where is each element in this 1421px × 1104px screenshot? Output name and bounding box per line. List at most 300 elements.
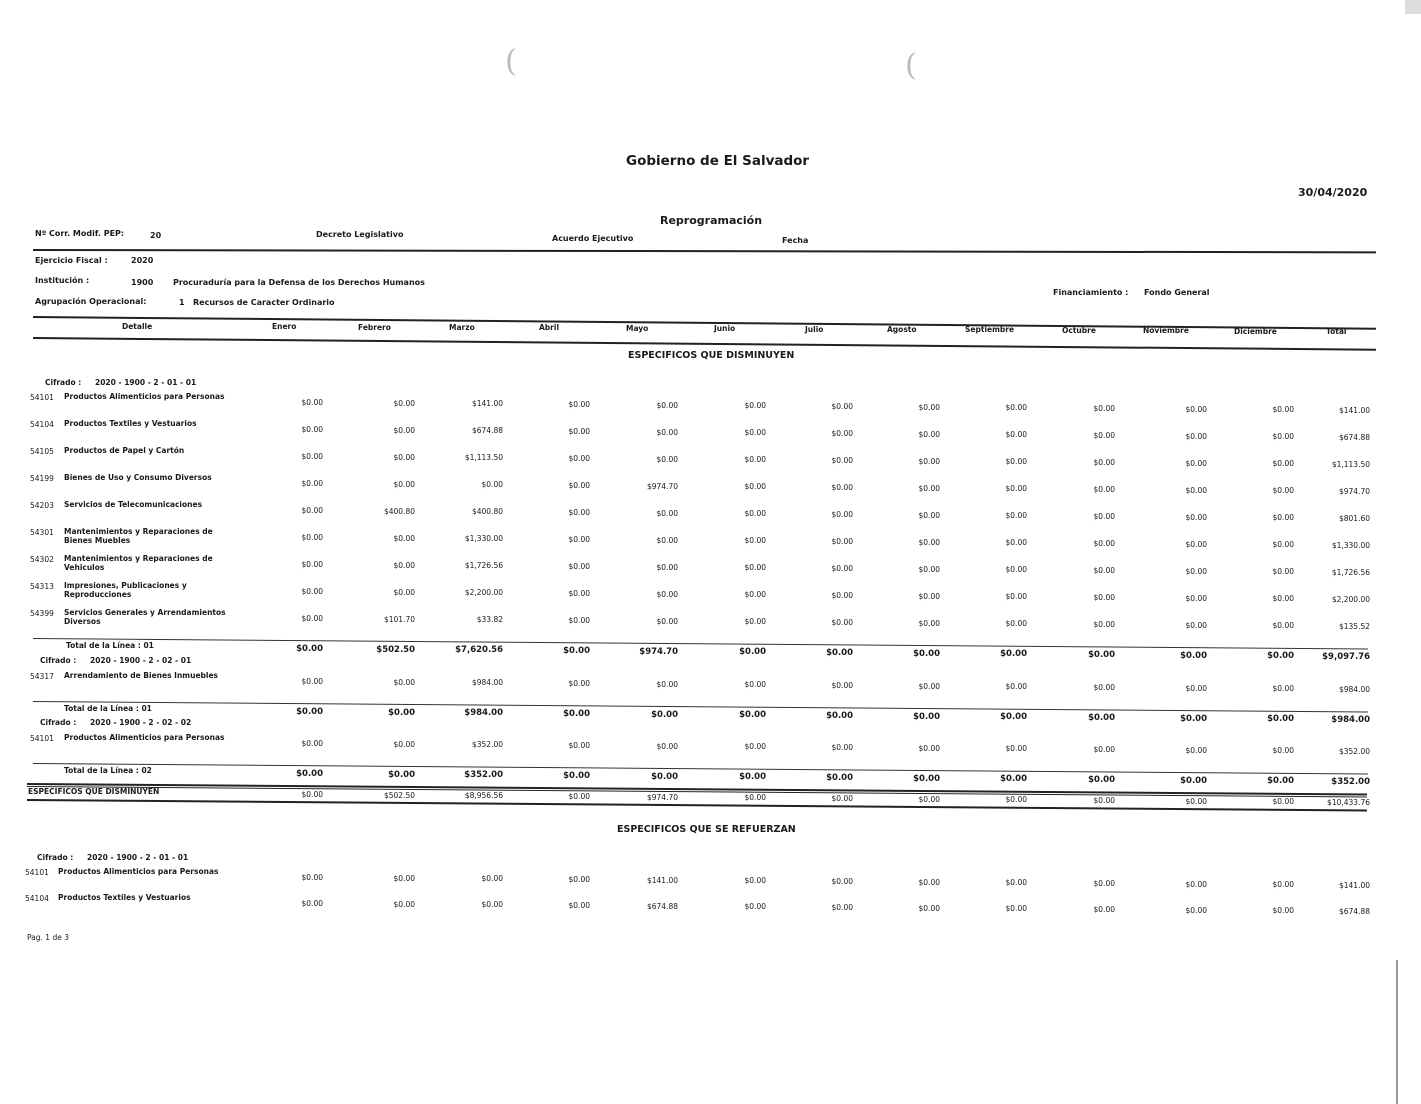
especifico-description: Servicios Generales y Arrendamientos Diversos <box>64 608 226 626</box>
value-cell: $1,726.56 <box>1331 567 1370 577</box>
total-line-label: Total de la Línea : 02 <box>64 766 152 775</box>
value-cell: $0.00 <box>1093 619 1115 629</box>
especifico-code: 54301 <box>30 528 54 537</box>
value-cell: $0.00 <box>656 400 678 410</box>
financiamiento-value: Fondo General <box>1144 288 1210 297</box>
section-title-refuerzan: ESPECIFICOS QUE SE REFUERZAN <box>617 824 796 835</box>
value-cell: $0.00 <box>656 616 678 626</box>
column-header: Diciembre <box>1234 326 1277 336</box>
agrupacion-name: Recursos de Caracter Ordinario <box>193 298 335 307</box>
value-cell: $0.00 <box>301 586 323 596</box>
value-cell: $0.00 <box>656 427 678 437</box>
value-cell: $0.00 <box>1185 566 1207 576</box>
value-cell: $0.00 <box>918 510 940 520</box>
value-cell: $0.00 <box>393 677 415 687</box>
value-cell: $0.00 <box>568 507 590 517</box>
column-header: Abril <box>539 323 560 333</box>
value-cell: $0.00 <box>568 426 590 436</box>
total-cell: $0.00 <box>388 707 415 718</box>
especifico-code: 54101 <box>25 868 49 877</box>
especifico-description: Productos Alimenticios para Personas <box>58 867 219 876</box>
value-cell: $0.00 <box>744 617 766 627</box>
value-cell: $0.00 <box>393 899 415 909</box>
value-cell: $974.70 <box>1338 486 1370 496</box>
column-header: Febrero <box>358 322 391 332</box>
especifico-code: 54203 <box>30 501 54 510</box>
value-cell: $135.52 <box>1338 621 1370 631</box>
value-cell: $0.00 <box>744 428 766 438</box>
value-cell: $0.00 <box>301 789 323 799</box>
value-cell: $0.00 <box>1185 593 1207 603</box>
value-cell: $0.00 <box>744 563 766 573</box>
value-cell: $0.00 <box>568 480 590 490</box>
total-cell: $0.00 <box>651 709 678 720</box>
value-cell: $0.00 <box>831 401 853 411</box>
value-cell: $0.00 <box>744 793 766 803</box>
value-cell: $0.00 <box>1185 458 1207 468</box>
value-cell: $0.00 <box>1005 592 1027 602</box>
value-cell: $0.00 <box>481 900 503 910</box>
cifrado-label: Cifrado : <box>40 656 77 665</box>
especifico-description: Mantenimientos y Reparaciones de Bienes Muebles <box>64 527 213 545</box>
especifico-description: Productos Textiles y Vestuarios <box>58 893 191 902</box>
value-cell: $2,200.00 <box>464 588 503 598</box>
especifico-description: Mantenimientos y Reparaciones de Vehiculos <box>64 554 213 572</box>
value-cell: $674.88 <box>1338 906 1370 916</box>
value-cell: $141.00 <box>1338 880 1370 890</box>
value-cell: $0.00 <box>744 590 766 600</box>
value-cell: $0.00 <box>1185 683 1207 693</box>
especifico-code: 54199 <box>30 474 54 483</box>
value-cell: $0.00 <box>918 903 940 913</box>
value-cell: $1,330.00 <box>464 534 503 544</box>
especifico-description: Impresiones, Publicaciones y Reproducciones <box>64 581 187 599</box>
especifico-code: 54317 <box>30 672 54 681</box>
value-cell: $0.00 <box>1005 403 1027 413</box>
value-cell: $974.70 <box>646 481 678 491</box>
value-cell: $0.00 <box>656 454 678 464</box>
total-cell: $0.00 <box>913 711 940 722</box>
column-header: Julio <box>805 324 824 334</box>
punch-hole-mark-left: ( <box>505 44 517 79</box>
value-cell: $0.00 <box>1093 403 1115 413</box>
value-cell: $0.00 <box>393 479 415 489</box>
cifrado-label: Cifrado : <box>40 718 77 727</box>
value-cell: $0.00 <box>1185 404 1207 414</box>
column-header: Enero <box>272 322 297 332</box>
column-header: Octubre <box>1062 325 1096 335</box>
cifrado-label: Cifrado : <box>37 853 74 862</box>
value-cell: $2,200.00 <box>1331 594 1370 604</box>
total-cell: $0.00 <box>296 706 323 717</box>
value-cell: $0.00 <box>568 615 590 625</box>
value-cell: $0.00 <box>918 537 940 547</box>
especifico-code: 54399 <box>30 609 54 618</box>
value-cell: $0.00 <box>568 678 590 688</box>
value-cell: $0.00 <box>831 793 853 803</box>
value-cell: $0.00 <box>1005 457 1027 467</box>
value-cell: $0.00 <box>1185 512 1207 522</box>
value-cell: $0.00 <box>1272 746 1294 756</box>
value-cell: $0.00 <box>831 428 853 438</box>
value-cell: $0.00 <box>568 740 590 750</box>
value-cell: $0.00 <box>301 613 323 623</box>
value-cell: $0.00 <box>1005 538 1027 548</box>
ejercicio-value: 2020 <box>131 256 154 265</box>
scan-edge-line <box>1396 960 1398 1104</box>
agrupacion-code: 1 <box>179 298 185 307</box>
value-cell: $0.00 <box>301 424 323 434</box>
value-cell: $0.00 <box>1093 511 1115 521</box>
total-line-label: Total de la Línea : 01 <box>64 704 152 713</box>
value-cell: $0.00 <box>568 453 590 463</box>
value-cell: $352.00 <box>471 740 503 750</box>
total-cell: $984.00 <box>1331 714 1370 725</box>
institucion-code: 1900 <box>131 278 154 287</box>
corr-value: 20 <box>150 231 162 240</box>
value-cell: $0.00 <box>568 561 590 571</box>
value-cell: $0.00 <box>831 902 853 912</box>
value-cell: $0.00 <box>1005 744 1027 754</box>
value-cell: $0.00 <box>301 505 323 515</box>
column-header: Detalle <box>122 321 153 331</box>
total-cell: $984.00 <box>464 708 503 719</box>
value-cell: $0.00 <box>301 676 323 686</box>
value-cell: $0.00 <box>568 588 590 598</box>
total-cell: $0.00 <box>296 643 323 654</box>
total-cell: $0.00 <box>563 770 590 781</box>
value-cell: $0.00 <box>831 536 853 546</box>
total-cell: $0.00 <box>913 773 940 784</box>
column-header: Total <box>1326 326 1347 336</box>
total-cell: $0.00 <box>826 772 853 783</box>
value-cell: $0.00 <box>393 873 415 883</box>
value-cell: $0.00 <box>1093 457 1115 467</box>
value-cell: $0.00 <box>393 533 415 543</box>
total-cell: $0.00 <box>739 710 766 721</box>
total-line-label: Total de la Línea : 01 <box>66 641 154 650</box>
value-cell: $0.00 <box>1272 880 1294 890</box>
value-cell: $0.00 <box>918 618 940 628</box>
value-cell: $0.00 <box>831 509 853 519</box>
value-cell: $0.00 <box>1093 538 1115 548</box>
page-number: Pag. 1 de 3 <box>27 933 69 942</box>
value-cell: $674.88 <box>1338 432 1370 442</box>
ejercicio-label: Ejercicio Fiscal : <box>35 256 108 265</box>
columns-bottom-rule <box>33 337 1376 351</box>
value-cell: $984.00 <box>471 678 503 688</box>
value-cell: $0.00 <box>1185 485 1207 495</box>
value-cell: $801.60 <box>1338 513 1370 523</box>
value-cell: $0.00 <box>831 455 853 465</box>
value-cell: $0.00 <box>1005 511 1027 521</box>
value-cell: $0.00 <box>918 877 940 887</box>
value-cell: $0.00 <box>301 872 323 882</box>
cifrado-value: 2020 - 1900 - 2 - 01 - 01 <box>87 853 189 862</box>
value-cell: $1,726.56 <box>464 561 503 571</box>
value-cell: $141.00 <box>646 875 678 885</box>
header-rule <box>33 249 1376 253</box>
cifrado-value: 2020 - 1900 - 2 - 02 - 01 <box>90 656 192 665</box>
punch-hole-mark-right: ( <box>905 48 917 83</box>
cifrado-value: 2020 - 1900 - 2 - 01 - 01 <box>95 378 197 387</box>
value-cell: $0.00 <box>1185 796 1207 806</box>
value-cell: $0.00 <box>656 535 678 545</box>
value-cell: $0.00 <box>301 451 323 461</box>
value-cell: $0.00 <box>1005 619 1027 629</box>
value-cell: $0.00 <box>918 794 940 804</box>
especifico-code: 54104 <box>25 894 49 903</box>
total-cell: $0.00 <box>1088 774 1115 785</box>
especifico-description: Bienes de Uso y Consumo Diversos <box>64 473 212 482</box>
value-cell: $10,433.76 <box>1327 797 1370 807</box>
especifico-description: Arrendamiento de Bienes Inmuebles <box>64 671 219 680</box>
value-cell: $0.00 <box>1272 459 1294 469</box>
value-cell: $0.00 <box>656 679 678 689</box>
value-cell: $0.00 <box>1005 484 1027 494</box>
total-cell: $0.00 <box>739 772 766 783</box>
value-cell: $0.00 <box>744 742 766 752</box>
value-cell: $1,113.50 <box>1331 459 1370 469</box>
total-cell: $0.00 <box>1088 712 1115 723</box>
value-cell: $0.00 <box>1185 905 1207 915</box>
value-cell: $0.00 <box>568 791 590 801</box>
financiamiento-label: Financiamiento : <box>1053 288 1129 297</box>
total-top-rule <box>33 763 1368 774</box>
total-cell: $0.00 <box>739 647 766 658</box>
value-cell: $0.00 <box>1185 539 1207 549</box>
value-cell: $101.70 <box>383 614 415 624</box>
section-title-disminuyen: ESPECIFICOS QUE DISMINUYEN <box>628 350 795 361</box>
value-cell: $0.00 <box>1272 797 1294 807</box>
value-cell: $0.00 <box>656 562 678 572</box>
value-cell: $502.50 <box>383 790 415 800</box>
value-cell: $0.00 <box>393 452 415 462</box>
value-cell: $0.00 <box>1272 567 1294 577</box>
value-cell: $1,113.50 <box>464 453 503 463</box>
value-cell: $0.00 <box>393 739 415 749</box>
value-cell: $0.00 <box>1005 904 1027 914</box>
reprogramacion-heading: Reprogramación <box>660 214 763 227</box>
total-cell: $0.00 <box>826 647 853 658</box>
value-cell: $0.00 <box>393 425 415 435</box>
value-cell: $0.00 <box>744 680 766 690</box>
especifico-description: Productos Alimenticios para Personas <box>64 392 225 401</box>
report-date: 30/04/2020 <box>1298 186 1368 199</box>
value-cell: $0.00 <box>1272 540 1294 550</box>
value-cell: $0.00 <box>1185 879 1207 889</box>
especifico-code: 54101 <box>30 734 54 743</box>
value-cell: $0.00 <box>831 590 853 600</box>
especifico-code: 54104 <box>30 420 54 429</box>
especifico-description: Productos de Papel y Cartón <box>64 446 185 455</box>
especifico-code: 54313 <box>30 582 54 591</box>
value-cell: $0.00 <box>744 536 766 546</box>
corr-label: Nº Corr. Modif. PEP: <box>35 229 125 238</box>
especifico-description: Productos Textiles y Vestuarios <box>64 419 197 428</box>
total-cell: $9,097.76 <box>1322 651 1370 662</box>
value-cell: $33.82 <box>476 615 503 625</box>
value-cell: $0.00 <box>301 478 323 488</box>
value-cell: $0.00 <box>1272 906 1294 916</box>
value-cell: $674.88 <box>646 901 678 911</box>
value-cell: $0.00 <box>481 480 503 490</box>
value-cell: $0.00 <box>918 456 940 466</box>
value-cell: $0.00 <box>831 563 853 573</box>
cifrado-label: Cifrado : <box>45 378 82 387</box>
value-cell: $674.88 <box>471 426 503 436</box>
total-cell: $0.00 <box>1267 776 1294 787</box>
value-cell: $0.00 <box>744 902 766 912</box>
total-cell: $0.00 <box>826 710 853 721</box>
value-cell: $8,956.56 <box>464 791 503 801</box>
value-cell: $0.00 <box>1005 878 1027 888</box>
value-cell: $0.00 <box>1093 904 1115 914</box>
value-cell: $0.00 <box>301 898 323 908</box>
value-cell: $0.00 <box>301 532 323 542</box>
value-cell: $0.00 <box>744 455 766 465</box>
total-cell: $0.00 <box>296 768 323 779</box>
value-cell: $0.00 <box>1005 565 1027 575</box>
value-cell: $0.00 <box>1093 682 1115 692</box>
total-cell: $0.00 <box>1180 713 1207 724</box>
value-cell: $0.00 <box>1272 684 1294 694</box>
value-cell: $0.00 <box>1093 484 1115 494</box>
value-cell: $0.00 <box>831 680 853 690</box>
value-cell: $0.00 <box>918 591 940 601</box>
value-cell: $0.00 <box>744 876 766 886</box>
value-cell: $0.00 <box>301 559 323 569</box>
value-cell: $0.00 <box>1005 682 1027 692</box>
value-cell: $0.00 <box>1185 431 1207 441</box>
value-cell: $400.80 <box>383 506 415 516</box>
total-cell: $352.00 <box>464 770 503 781</box>
total-top-rule <box>33 701 1368 712</box>
value-cell: $0.00 <box>301 397 323 407</box>
value-cell: $0.00 <box>1093 795 1115 805</box>
column-header: Septiembre <box>965 325 1015 335</box>
value-cell: $0.00 <box>568 874 590 884</box>
total-cell: $7,620.56 <box>455 645 503 656</box>
value-cell: $400.80 <box>471 507 503 517</box>
total-cell: $0.00 <box>563 645 590 656</box>
value-cell: $0.00 <box>918 564 940 574</box>
value-cell: $0.00 <box>1005 430 1027 440</box>
value-cell: $0.00 <box>744 401 766 411</box>
value-cell: $141.00 <box>1338 405 1370 415</box>
value-cell: $0.00 <box>918 483 940 493</box>
total-cell: $352.00 <box>1331 776 1370 787</box>
value-cell: $0.00 <box>393 587 415 597</box>
decreto-label: Decreto Legislativo <box>316 230 404 239</box>
value-cell: $0.00 <box>1093 878 1115 888</box>
value-cell: $0.00 <box>1272 432 1294 442</box>
scan-corner-mark <box>1405 0 1421 14</box>
total-cell: $0.00 <box>1267 714 1294 725</box>
value-cell: $0.00 <box>918 429 940 439</box>
agrupacion-label: Agrupación Operacional: <box>35 297 147 306</box>
value-cell: $1,330.00 <box>1331 540 1370 550</box>
especifico-description: Productos Alimenticios para Personas <box>64 733 225 742</box>
total-cell: $0.00 <box>1088 649 1115 660</box>
acuerdo-label: Acuerdo Ejecutivo <box>552 234 634 243</box>
page-title: Gobierno de El Salvador <box>626 153 810 169</box>
value-cell: $0.00 <box>918 681 940 691</box>
value-cell: $0.00 <box>918 402 940 412</box>
total-cell: $0.00 <box>1267 651 1294 662</box>
value-cell: $0.00 <box>1272 486 1294 496</box>
value-cell: $0.00 <box>1185 745 1207 755</box>
value-cell: $0.00 <box>1272 621 1294 631</box>
total-cell: $0.00 <box>1180 650 1207 661</box>
grand-total-label: ESPECIFICOS QUE DISMINUYEN <box>28 787 160 796</box>
value-cell: $0.00 <box>831 482 853 492</box>
value-cell: $0.00 <box>568 534 590 544</box>
value-cell: $974.70 <box>646 792 678 802</box>
total-cell: $0.00 <box>563 708 590 719</box>
value-cell: $0.00 <box>1005 795 1027 805</box>
column-header: Marzo <box>449 323 475 333</box>
value-cell: $0.00 <box>918 743 940 753</box>
especifico-code: 54101 <box>30 393 54 402</box>
value-cell: $352.00 <box>1338 746 1370 756</box>
value-cell: $0.00 <box>568 399 590 409</box>
value-cell: $0.00 <box>1093 430 1115 440</box>
column-header: Agosto <box>887 324 917 334</box>
value-cell: $0.00 <box>393 560 415 570</box>
total-cell: $0.00 <box>913 648 940 659</box>
value-cell: $0.00 <box>301 738 323 748</box>
institucion-label: Institución : <box>35 276 90 285</box>
fecha-label: Fecha <box>782 236 809 245</box>
total-cell: $0.00 <box>1180 775 1207 786</box>
value-cell: $0.00 <box>1272 594 1294 604</box>
value-cell: $0.00 <box>831 742 853 752</box>
total-cell: $0.00 <box>388 769 415 780</box>
value-cell: $0.00 <box>656 508 678 518</box>
value-cell: $0.00 <box>481 874 503 884</box>
total-cell: $0.00 <box>1000 649 1027 660</box>
value-cell: $0.00 <box>831 876 853 886</box>
value-cell: $0.00 <box>1093 565 1115 575</box>
column-header: Junio <box>714 324 736 334</box>
value-cell: $0.00 <box>1272 513 1294 523</box>
value-cell: $0.00 <box>1093 592 1115 602</box>
value-cell: $0.00 <box>1272 405 1294 415</box>
total-top-rule <box>33 638 1368 649</box>
cifrado-value: 2020 - 1900 - 2 - 02 - 02 <box>90 718 192 727</box>
especifico-code: 54302 <box>30 555 54 564</box>
value-cell: $141.00 <box>471 399 503 409</box>
total-cell: $0.00 <box>1000 774 1027 785</box>
value-cell: $0.00 <box>656 741 678 751</box>
value-cell: $0.00 <box>656 589 678 599</box>
value-cell: $0.00 <box>393 398 415 408</box>
value-cell: $0.00 <box>1093 744 1115 754</box>
especifico-description: Servicios de Telecomunicaciones <box>64 500 203 509</box>
value-cell: $0.00 <box>744 509 766 519</box>
column-header: Mayo <box>626 323 649 333</box>
total-cell: $502.50 <box>376 644 415 655</box>
total-cell: $974.70 <box>639 646 678 657</box>
institucion-name: Procuraduría para la Defensa de los Derechos Humanos <box>173 278 425 287</box>
column-header: Noviembre <box>1143 326 1189 336</box>
value-cell: $0.00 <box>831 617 853 627</box>
especifico-code: 54105 <box>30 447 54 456</box>
value-cell: $0.00 <box>1185 620 1207 630</box>
value-cell: $0.00 <box>744 482 766 492</box>
total-cell: $0.00 <box>651 771 678 782</box>
